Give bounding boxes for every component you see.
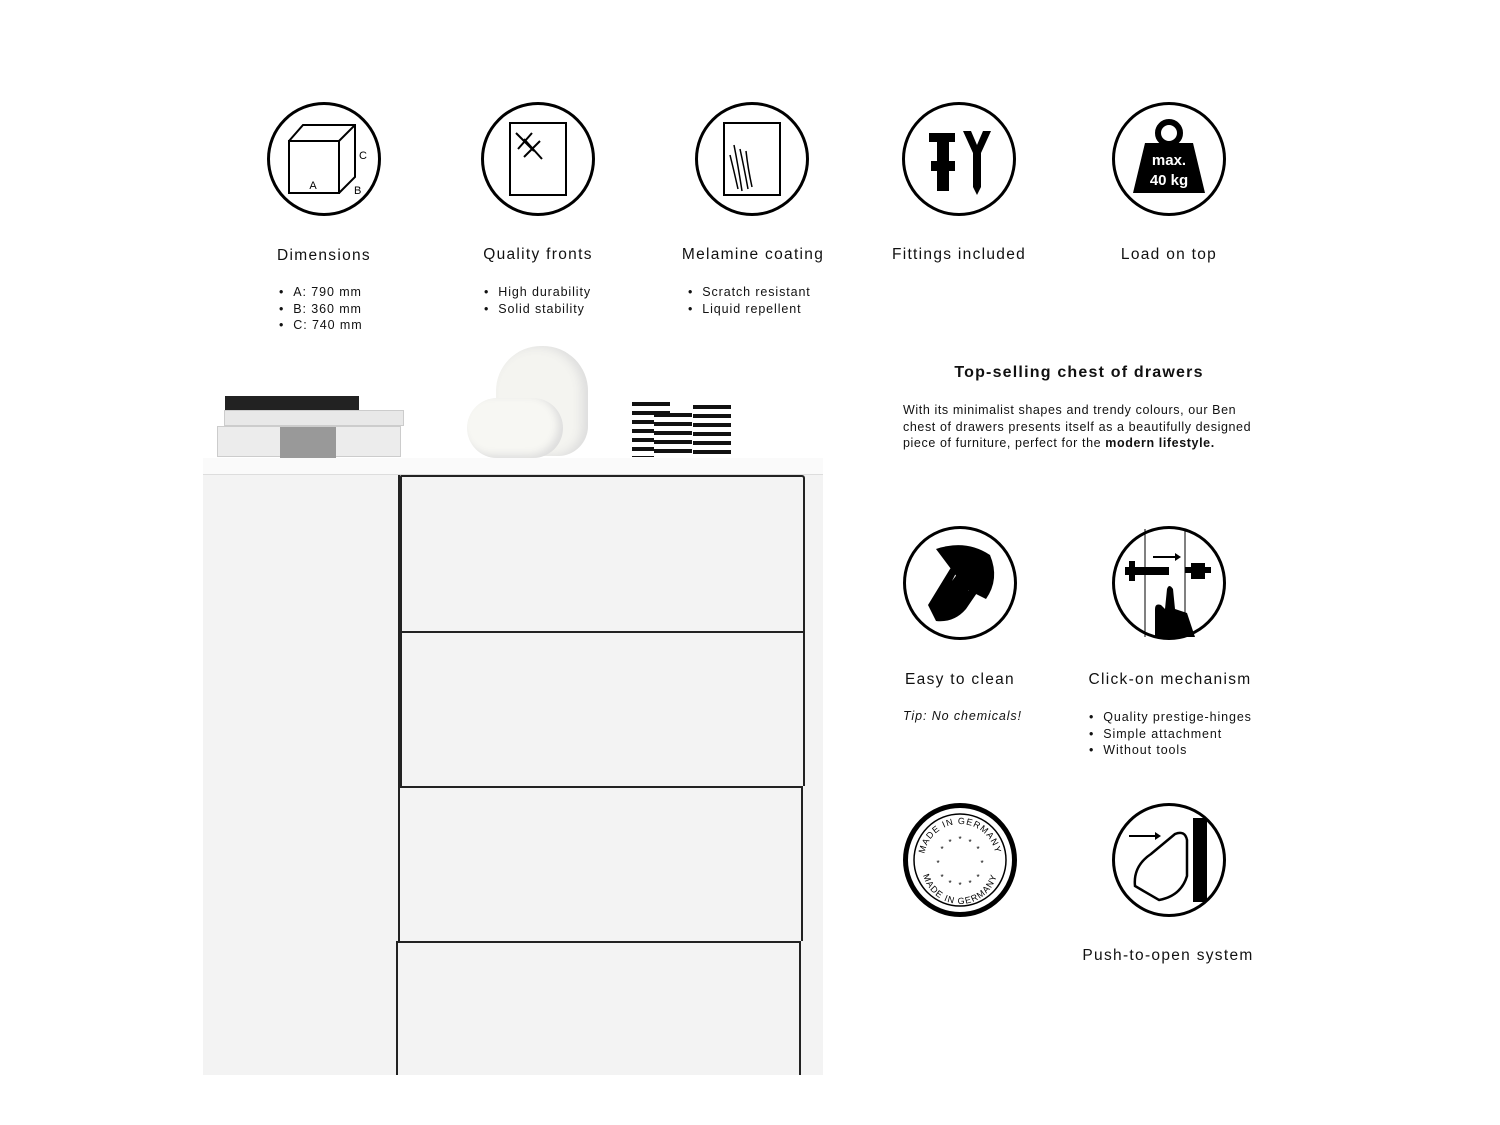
list-item: • Liquid repellent	[688, 301, 811, 318]
svg-text:*: *	[976, 873, 980, 882]
svg-text:40 kg: 40 kg	[1149, 172, 1189, 189]
svg-text:A: A	[309, 180, 317, 192]
feature-title: Fittings included	[891, 246, 1027, 263]
svg-text:*: *	[936, 859, 940, 868]
svg-text:C: C	[359, 150, 367, 162]
svg-text:*: *	[940, 845, 944, 854]
book-decor	[224, 410, 404, 426]
vase-decor	[467, 398, 563, 458]
description-heading: Top-selling chest of drawers	[954, 364, 1204, 381]
book-decor	[225, 396, 359, 410]
tip-text: Tip: No chemicals!	[903, 709, 1022, 723]
weight-icon	[1112, 102, 1226, 216]
svg-text:*: *	[976, 845, 980, 854]
fronts-list	[484, 284, 591, 317]
click-on-list	[1089, 709, 1252, 759]
feature-title: Load on top	[1120, 246, 1218, 263]
svg-text:*: *	[968, 879, 972, 888]
svg-text:MADE IN GERMANY: MADE IN GERMANY	[916, 815, 1004, 855]
dimensions-list	[279, 284, 363, 334]
svg-text:*: *	[958, 881, 962, 890]
feature-title: Quality fronts	[483, 246, 593, 263]
drawer	[396, 941, 801, 1075]
description-text: With its minimalist shapes and trendy colours, our Ben chest of drawers presents itself as a beautifully designed piece of furniture, perfect for the modern lifestyle.	[903, 403, 1252, 450]
fittings-screw-icon	[902, 102, 1016, 216]
list-item: • High durability	[484, 284, 591, 301]
list-item: • A: 790 mm	[279, 284, 363, 301]
list-item: • B: 360 mm	[279, 301, 363, 318]
svg-text:*: *	[940, 873, 944, 882]
cube-dimensions-icon	[267, 102, 381, 216]
box-decor	[217, 426, 401, 457]
push-to-open-icon	[1112, 803, 1226, 917]
svg-text:*: *	[948, 879, 952, 888]
svg-text:MADE IN GERMANY: MADE IN GERMANY	[921, 872, 999, 907]
feature-title: Dimensions	[277, 247, 371, 264]
list-item: • Solid stability	[484, 301, 591, 318]
svg-text:*: *	[948, 838, 952, 847]
list-item: • C: 740 mm	[279, 317, 363, 334]
svg-text:*: *	[968, 838, 972, 847]
melamine-scratch-icon	[695, 102, 809, 216]
list-item: • Without tools	[1089, 742, 1252, 759]
list-item: • Scratch resistant	[688, 284, 811, 301]
svg-text:B: B	[354, 185, 362, 197]
click-hinge-icon	[1112, 526, 1226, 640]
melamine-list	[688, 284, 811, 317]
drawer	[400, 475, 805, 631]
svg-text:*: *	[958, 835, 962, 844]
svg-text:max.: max.	[1151, 152, 1187, 169]
feature-title: Easy to clean	[905, 671, 1015, 688]
quality-front-icon	[481, 102, 595, 216]
list-item: • Quality prestige-hinges	[1089, 709, 1252, 726]
drawer	[400, 631, 805, 786]
feature-title: Melamine coating	[681, 246, 825, 263]
candle-decor	[693, 405, 731, 457]
hand-cloth-icon	[903, 526, 1017, 640]
svg-text:*: *	[980, 859, 984, 868]
feature-title: Click-on mechanism	[1088, 671, 1252, 688]
made-in-germany-seal-icon	[903, 803, 1017, 917]
candle-decor	[654, 413, 692, 457]
list-item: • Simple attachment	[1089, 726, 1252, 743]
drawer	[398, 786, 803, 941]
feature-title: Push-to-open system	[1082, 947, 1254, 964]
